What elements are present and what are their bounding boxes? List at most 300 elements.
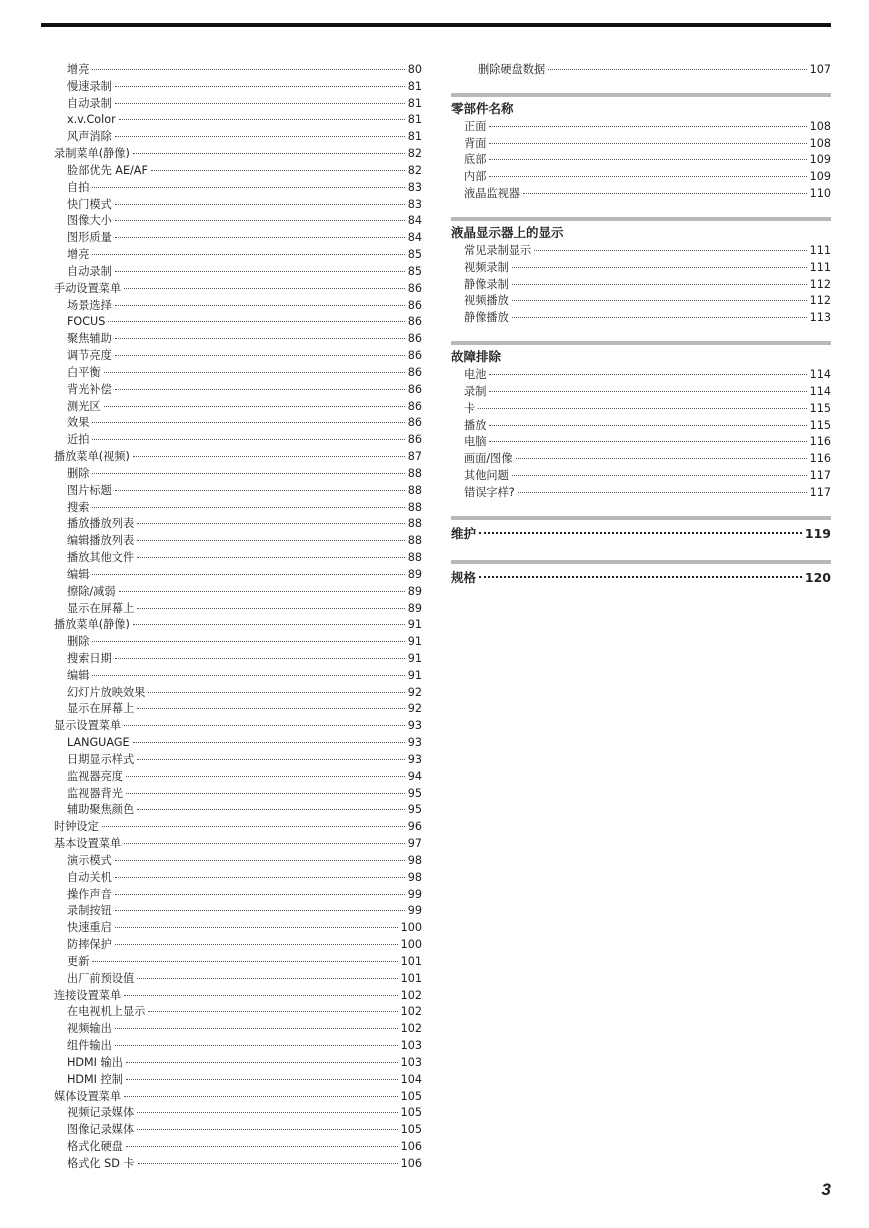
- toc-entry-label: HDMI 控制: [67, 1072, 123, 1086]
- toc-major-page: 119: [804, 525, 831, 541]
- toc-leader-dots: [489, 425, 806, 426]
- toc-entry[interactable]: [464, 384, 831, 401]
- toc-leader-dots: [92, 254, 404, 255]
- toc-entry-label: 格式化硬盘: [67, 1140, 123, 1153]
- toc-leader-dots: [92, 69, 404, 70]
- toc-entry[interactable]: [54, 954, 422, 971]
- toc-entry-label: 演示模式: [67, 853, 112, 867]
- toc-leader-dots: [489, 126, 806, 127]
- toc-leader-dots: [115, 927, 398, 928]
- toc-leader-dots: [124, 1096, 398, 1097]
- toc-entry-page: 105: [400, 1089, 422, 1103]
- section-heading[interactable]: 故障排除: [451, 349, 502, 365]
- toc-entry[interactable]: [464, 468, 831, 485]
- toc-entry-label: 手动设置菜单: [54, 281, 122, 295]
- toc-entry-label: 显示设置菜单: [54, 719, 122, 733]
- toc-entry[interactable]: [54, 988, 422, 1005]
- toc-entry[interactable]: [54, 1122, 422, 1139]
- toc-leader-dots: [479, 532, 802, 534]
- toc-leader-dots: [92, 961, 397, 962]
- toc-entry[interactable]: [54, 230, 422, 247]
- section-rule: [451, 217, 831, 221]
- toc-entry-label: 连接设置菜单: [54, 988, 122, 1002]
- toc-leader-dots: [115, 877, 405, 878]
- toc-entry-page: 86: [407, 332, 422, 346]
- toc-entry-page: 101: [400, 954, 422, 968]
- toc-entry-page: 86: [407, 315, 422, 329]
- toc-entry-label: 电脑: [464, 435, 487, 449]
- toc-entry-label: 显示在屏幕上: [67, 702, 135, 716]
- toc-entry[interactable]: [54, 281, 422, 298]
- section-heading[interactable]: 液晶显示器上的显示: [451, 224, 564, 240]
- toc-entry-label: 播放: [464, 418, 487, 432]
- section-heading[interactable]: 零部件名称: [451, 100, 514, 116]
- toc-entry-page: 81: [407, 130, 422, 144]
- toc-entry-label: 搜索: [67, 500, 90, 514]
- toc-entry-page: 92: [407, 685, 422, 699]
- toc-entry-label: 播放菜单(视频): [54, 450, 130, 464]
- toc-entry-page: 102: [400, 1022, 422, 1036]
- toc-entry[interactable]: [54, 786, 422, 803]
- toc-major-entry[interactable]: [451, 566, 831, 590]
- header-rule: [41, 23, 831, 27]
- section-rule: [451, 341, 831, 345]
- toc-entry[interactable]: [54, 1055, 422, 1072]
- toc-entry[interactable]: [54, 836, 422, 853]
- toc-leader-dots: [489, 143, 806, 144]
- toc-entry[interactable]: [54, 264, 422, 281]
- toc-entry-label: 内部: [464, 170, 487, 184]
- toc-entry[interactable]: [54, 197, 422, 214]
- toc-entry-label: 录制菜单(静像): [54, 147, 130, 161]
- toc-entry-page: 83: [407, 197, 422, 211]
- toc-entry[interactable]: [54, 466, 422, 483]
- toc-entry-label: 白平衡: [67, 365, 101, 379]
- section-rule: [451, 560, 831, 564]
- toc-entry[interactable]: [54, 96, 422, 113]
- toc-leader-dots: [138, 1163, 398, 1164]
- toc-entry-page: 81: [407, 96, 422, 110]
- toc-entry-page: 103: [400, 1039, 422, 1053]
- toc-entry[interactable]: [54, 584, 422, 601]
- toc-entry[interactable]: [54, 550, 422, 567]
- toc-entry[interactable]: [54, 668, 422, 685]
- toc-entry[interactable]: [54, 348, 422, 365]
- toc-entry-label: 底部: [464, 153, 487, 167]
- toc-leader-dots: [478, 408, 806, 409]
- toc-entry-page: 88: [407, 483, 422, 497]
- toc-entry-label: 幻灯片放映效果: [67, 685, 146, 699]
- toc-leader-dots: [92, 675, 404, 676]
- toc-entry-page: 101: [400, 971, 422, 985]
- toc-leader-dots: [137, 708, 405, 709]
- toc-entry-page: 115: [809, 401, 831, 415]
- toc-entry[interactable]: [54, 1038, 422, 1055]
- toc-entry-page: 98: [407, 870, 422, 884]
- toc-entry[interactable]: [54, 870, 422, 887]
- toc-entry-label: 操作声音: [67, 887, 112, 901]
- toc-entry-label: 图像记录媒体: [67, 1123, 135, 1137]
- toc-entry[interactable]: [464, 260, 831, 277]
- toc-entry[interactable]: [464, 401, 831, 418]
- toc-entry-label: 在电视机上显示: [67, 1005, 146, 1019]
- toc-entry-page: 116: [809, 452, 831, 466]
- toc-entry-page: 94: [407, 769, 422, 783]
- toc-entry-page: 89: [407, 567, 422, 581]
- toc-entry-label: 快速重启: [67, 921, 112, 935]
- toc-entry-page: 86: [407, 399, 422, 413]
- toc-entry[interactable]: [54, 718, 422, 735]
- toc-entry-page: 104: [400, 1072, 422, 1086]
- toc-leader-dots: [137, 557, 405, 558]
- toc-entry[interactable]: [54, 1004, 422, 1021]
- toc-entry-page: 95: [407, 786, 422, 800]
- toc-entry-label: 播放播放列表: [67, 517, 135, 531]
- toc-entry-label: 快门模式: [67, 197, 112, 211]
- toc-entry-label: 电池: [464, 368, 487, 382]
- section-rule: [451, 516, 831, 520]
- toc-entry-page: 115: [809, 418, 831, 432]
- toc-leader-dots: [92, 422, 404, 423]
- toc-entry[interactable]: [54, 399, 422, 416]
- toc-entry[interactable]: [464, 136, 831, 153]
- toc-leader-dots: [151, 170, 405, 171]
- toc-entry-page: 114: [809, 368, 831, 382]
- toc-entry[interactable]: [54, 1156, 422, 1173]
- toc-entry[interactable]: [54, 432, 422, 449]
- toc-entry[interactable]: [54, 79, 422, 96]
- toc-entry-label: 出厂前预设值: [67, 971, 135, 985]
- toc-leader-dots: [115, 894, 405, 895]
- toc-leader-dots: [115, 136, 405, 137]
- toc-entry-label: 效果: [67, 416, 90, 430]
- toc-entry-label: 辅助聚焦颜色: [67, 803, 135, 817]
- toc-entry-page: 91: [407, 635, 422, 649]
- toc-entry-page: 91: [407, 618, 422, 632]
- toc-entry-page: 99: [407, 887, 422, 901]
- toc-entry-label: 画面/图像: [464, 452, 513, 466]
- toc-entry[interactable]: [54, 887, 422, 904]
- toc-entry-label: 图形质量: [67, 231, 112, 245]
- toc-leader-dots: [479, 576, 802, 578]
- toc-entry[interactable]: [54, 920, 422, 937]
- toc-entry-label: 显示在屏幕上: [67, 601, 135, 615]
- toc-entry-page: 93: [407, 752, 422, 766]
- toc-entry[interactable]: [54, 533, 422, 550]
- toc-entry-page: 86: [407, 382, 422, 396]
- toc-entry[interactable]: [54, 853, 422, 870]
- toc-leader-dots: [489, 176, 806, 177]
- toc-entry[interactable]: [464, 152, 831, 169]
- toc-entry-page: 88: [407, 517, 422, 531]
- toc-leader-dots: [115, 338, 405, 339]
- toc-entry[interactable]: [54, 213, 422, 230]
- toc-entry[interactable]: [54, 112, 422, 129]
- toc-entry-page: 96: [407, 820, 422, 834]
- toc-entry[interactable]: [54, 180, 422, 197]
- toc-entry[interactable]: [54, 685, 422, 702]
- toc-entry[interactable]: [54, 331, 422, 348]
- toc-entry-page: 84: [407, 231, 422, 245]
- toc-entry[interactable]: [464, 485, 831, 502]
- toc-leader-dots: [126, 793, 405, 794]
- toc-entry-page: 85: [407, 264, 422, 278]
- toc-entry-label: 液晶监视器: [464, 187, 520, 201]
- toc-leader-dots: [126, 776, 405, 777]
- toc-leader-dots: [92, 187, 404, 188]
- toc-entry-label: 视频记录媒体: [67, 1106, 135, 1120]
- toc-leader-dots: [518, 492, 807, 493]
- toc-leader-dots: [124, 725, 405, 726]
- toc-entry[interactable]: [54, 62, 422, 79]
- toc-entry[interactable]: [54, 1105, 422, 1122]
- toc-entry-page: 108: [809, 136, 831, 150]
- toc-entry[interactable]: [54, 937, 422, 954]
- toc-entry-page: 107: [809, 63, 831, 76]
- toc-entry[interactable]: [54, 735, 422, 752]
- toc-leader-dots: [137, 523, 405, 524]
- toc-entry-label: 编辑: [67, 567, 90, 581]
- toc-leader-dots: [92, 641, 404, 642]
- toc-entry-label: 聚焦辅助: [67, 332, 112, 346]
- toc-entry[interactable]: [464, 310, 831, 327]
- toc-entry-label: 自动录制: [67, 96, 112, 110]
- toc-leader-dots: [512, 475, 807, 476]
- toc-leader-dots: [92, 574, 404, 575]
- toc-entry-page: 91: [407, 651, 422, 665]
- toc-leader-dots: [126, 1146, 398, 1147]
- toc-leader-dots: [133, 742, 405, 743]
- toc-entry[interactable]: [451, 62, 831, 79]
- toc-leader-dots: [523, 193, 807, 194]
- toc-entry[interactable]: [464, 277, 831, 294]
- toc-entry[interactable]: [54, 601, 422, 618]
- toc-entry-label: 调节亮度: [67, 349, 112, 363]
- toc-entry-label: 编辑播放列表: [67, 534, 135, 548]
- toc-leader-dots: [115, 1045, 398, 1046]
- toc-entry-page: 117: [809, 469, 831, 483]
- toc-entry-label: 监视器背光: [67, 786, 123, 800]
- toc-leader-dots: [115, 860, 405, 861]
- toc-entry[interactable]: [464, 418, 831, 435]
- toc-entry-label: 监视器亮度: [67, 769, 123, 783]
- toc-entry-page: 102: [400, 988, 422, 1002]
- toc-leader-dots: [115, 86, 405, 87]
- toc-entry-page: 86: [407, 365, 422, 379]
- toc-entry[interactable]: [54, 819, 422, 836]
- toc-entry-label: 删除: [67, 466, 90, 480]
- toc-entry-label: 擦除/减弱: [67, 584, 116, 598]
- toc-leader-dots: [115, 490, 405, 491]
- toc-entry-label: 错误字样?: [464, 485, 515, 499]
- toc-entry-label: 组件输出: [67, 1039, 112, 1053]
- toc-leader-dots: [92, 439, 404, 440]
- toc-leader-dots: [133, 456, 405, 457]
- toc-leader-dots: [489, 391, 806, 392]
- toc-entry[interactable]: [54, 129, 422, 146]
- toc-leader-dots: [104, 406, 405, 407]
- toc-leader-dots: [133, 624, 405, 625]
- toc-entry[interactable]: [54, 802, 422, 819]
- toc-entry[interactable]: [464, 434, 831, 451]
- toc-entry[interactable]: [54, 617, 422, 634]
- toc-entry-label: 常见录制显示: [464, 243, 532, 257]
- toc-leader-dots: [115, 389, 405, 390]
- toc-entry-page: 103: [400, 1055, 422, 1069]
- toc-entry-label: x.v.Color: [67, 113, 116, 127]
- toc-leader-dots: [512, 317, 807, 318]
- toc-entry[interactable]: [54, 415, 422, 432]
- toc-entry-page: 83: [407, 180, 422, 194]
- toc-entry[interactable]: [54, 1139, 422, 1156]
- toc-entry-label: 视频播放: [464, 294, 509, 308]
- toc-leader-dots: [119, 119, 405, 120]
- toc-entry-label: 背光补偿: [67, 382, 112, 396]
- toc-leader-dots: [115, 103, 405, 104]
- toc-entry[interactable]: [54, 163, 422, 180]
- toc-entry[interactable]: [54, 971, 422, 988]
- toc-leader-dots: [137, 1129, 398, 1130]
- toc-leader-dots: [137, 1112, 398, 1113]
- toc-entry-page: 88: [407, 551, 422, 565]
- toc-major-page: 120: [804, 569, 831, 585]
- toc-major-section: [451, 560, 831, 590]
- toc-entry-page: 110: [809, 187, 831, 201]
- toc-entry-page: 105: [400, 1123, 422, 1137]
- toc-entry[interactable]: [54, 500, 422, 517]
- toc-entry[interactable]: [54, 701, 422, 718]
- toc-entry-label: 静像播放: [464, 311, 509, 325]
- toc-entry[interactable]: [54, 903, 422, 920]
- toc-entry-label: 背面: [464, 136, 487, 150]
- toc-entry[interactable]: [464, 243, 831, 260]
- toc-entry[interactable]: [464, 119, 831, 136]
- toc-entry-page: 109: [809, 170, 831, 184]
- toc-entry[interactable]: [464, 293, 831, 310]
- toc-entry[interactable]: [54, 634, 422, 651]
- toc-leader-dots: [115, 910, 405, 911]
- toc-entry[interactable]: [54, 1072, 422, 1089]
- toc-leader-dots: [148, 692, 404, 693]
- toc-leader-dots: [115, 220, 405, 221]
- toc-entry-label: HDMI 输出: [67, 1055, 123, 1069]
- toc-leader-dots: [124, 288, 405, 289]
- toc-entry[interactable]: [54, 1021, 422, 1038]
- toc-entry-page: 93: [407, 719, 422, 733]
- toc-entry-page: 98: [407, 853, 422, 867]
- toc-major-entry[interactable]: [451, 522, 831, 546]
- toc-entry-label: 自动关机: [67, 870, 112, 884]
- toc-entry-page: 111: [809, 260, 831, 274]
- toc-entry-label: 媒体设置菜单: [54, 1089, 122, 1103]
- toc-entry[interactable]: [54, 567, 422, 584]
- toc-entry[interactable]: [54, 651, 422, 668]
- toc-entry-label: 更新: [67, 954, 90, 968]
- toc-leader-dots: [512, 267, 807, 268]
- toc-entry-page: 106: [400, 1156, 422, 1170]
- toc-leader-dots: [102, 826, 405, 827]
- toc-entry[interactable]: [54, 752, 422, 769]
- toc-entry[interactable]: [464, 169, 831, 186]
- toc-entry-label: 格式化 SD 卡: [67, 1156, 135, 1170]
- toc-entry-page: 117: [809, 485, 831, 499]
- toc-entry[interactable]: [54, 382, 422, 399]
- toc-entry[interactable]: [54, 314, 422, 331]
- toc-entry-page: 114: [809, 384, 831, 398]
- toc-entry-label: 搜索日期: [67, 651, 112, 665]
- toc-entry[interactable]: [54, 1089, 422, 1106]
- toc-leader-dots: [126, 1062, 398, 1063]
- toc-leader-dots: [137, 540, 405, 541]
- toc-section: [451, 217, 831, 327]
- toc-entry[interactable]: [464, 451, 831, 468]
- toc-leader-dots: [115, 305, 405, 306]
- toc-entry-label: 卡: [464, 401, 476, 415]
- toc-leader-dots: [489, 441, 806, 442]
- toc-entry[interactable]: [54, 449, 422, 466]
- toc-entry-page: 89: [407, 601, 422, 615]
- toc-leader-dots: [548, 69, 807, 70]
- toc-entry[interactable]: [54, 365, 422, 382]
- toc-leader-dots: [148, 1011, 397, 1012]
- toc-entry-label: 静像录制: [464, 277, 509, 291]
- toc-entry-page: 88: [407, 534, 422, 548]
- toc-entry-label: 近拍: [67, 433, 90, 447]
- toc-entry-page: 100: [400, 938, 422, 952]
- section-entries: [464, 367, 831, 502]
- toc-entry-page: 84: [407, 214, 422, 228]
- toc-entry-label: 删除: [67, 635, 90, 649]
- toc-entry-label: 录制: [464, 384, 487, 398]
- toc-entry-page: 88: [407, 500, 422, 514]
- toc-entry-page: 88: [407, 466, 422, 480]
- toc-entry[interactable]: [54, 247, 422, 264]
- toc-entry-page: 86: [407, 433, 422, 447]
- toc-entry-label: 播放菜单(静像): [54, 618, 130, 632]
- toc-entry-page: 106: [400, 1140, 422, 1153]
- toc-entry-page: 91: [407, 668, 422, 682]
- toc-entry[interactable]: [54, 298, 422, 315]
- toc-entry[interactable]: [464, 186, 831, 203]
- toc-entry[interactable]: [54, 146, 422, 163]
- toc-entry-label: 其他问题: [464, 469, 509, 483]
- toc-entry-label: 防摔保护: [67, 938, 112, 952]
- toc-leader-dots: [133, 153, 405, 154]
- toc-entry-page: 100: [400, 921, 422, 935]
- toc-leader-dots: [115, 944, 398, 945]
- toc-leader-dots: [115, 237, 405, 238]
- toc-section: [451, 93, 831, 203]
- toc-entry-label: 基本设置菜单: [54, 837, 122, 851]
- toc-entry[interactable]: [54, 769, 422, 786]
- toc-entry-label: 增亮: [67, 248, 90, 262]
- toc-entry-page: 112: [809, 277, 831, 291]
- toc-leader-dots: [489, 374, 806, 375]
- toc-entry-label: 场景选择: [67, 298, 112, 312]
- toc-leader-dots: [137, 809, 405, 810]
- toc-leader-dots: [126, 1079, 398, 1080]
- toc-entry[interactable]: [464, 367, 831, 384]
- toc-major-label: 规格: [451, 569, 477, 585]
- toc-entry-label: 编辑: [67, 668, 90, 682]
- toc-entry-label: 视频录制: [464, 260, 509, 274]
- toc-entry[interactable]: [54, 516, 422, 533]
- toc-leader-dots: [115, 355, 405, 356]
- toc-entry-page: 105: [400, 1106, 422, 1120]
- toc-entry[interactable]: [54, 483, 422, 500]
- toc-entry-page: 113: [809, 311, 831, 325]
- toc-entry-label: 播放其他文件: [67, 551, 135, 565]
